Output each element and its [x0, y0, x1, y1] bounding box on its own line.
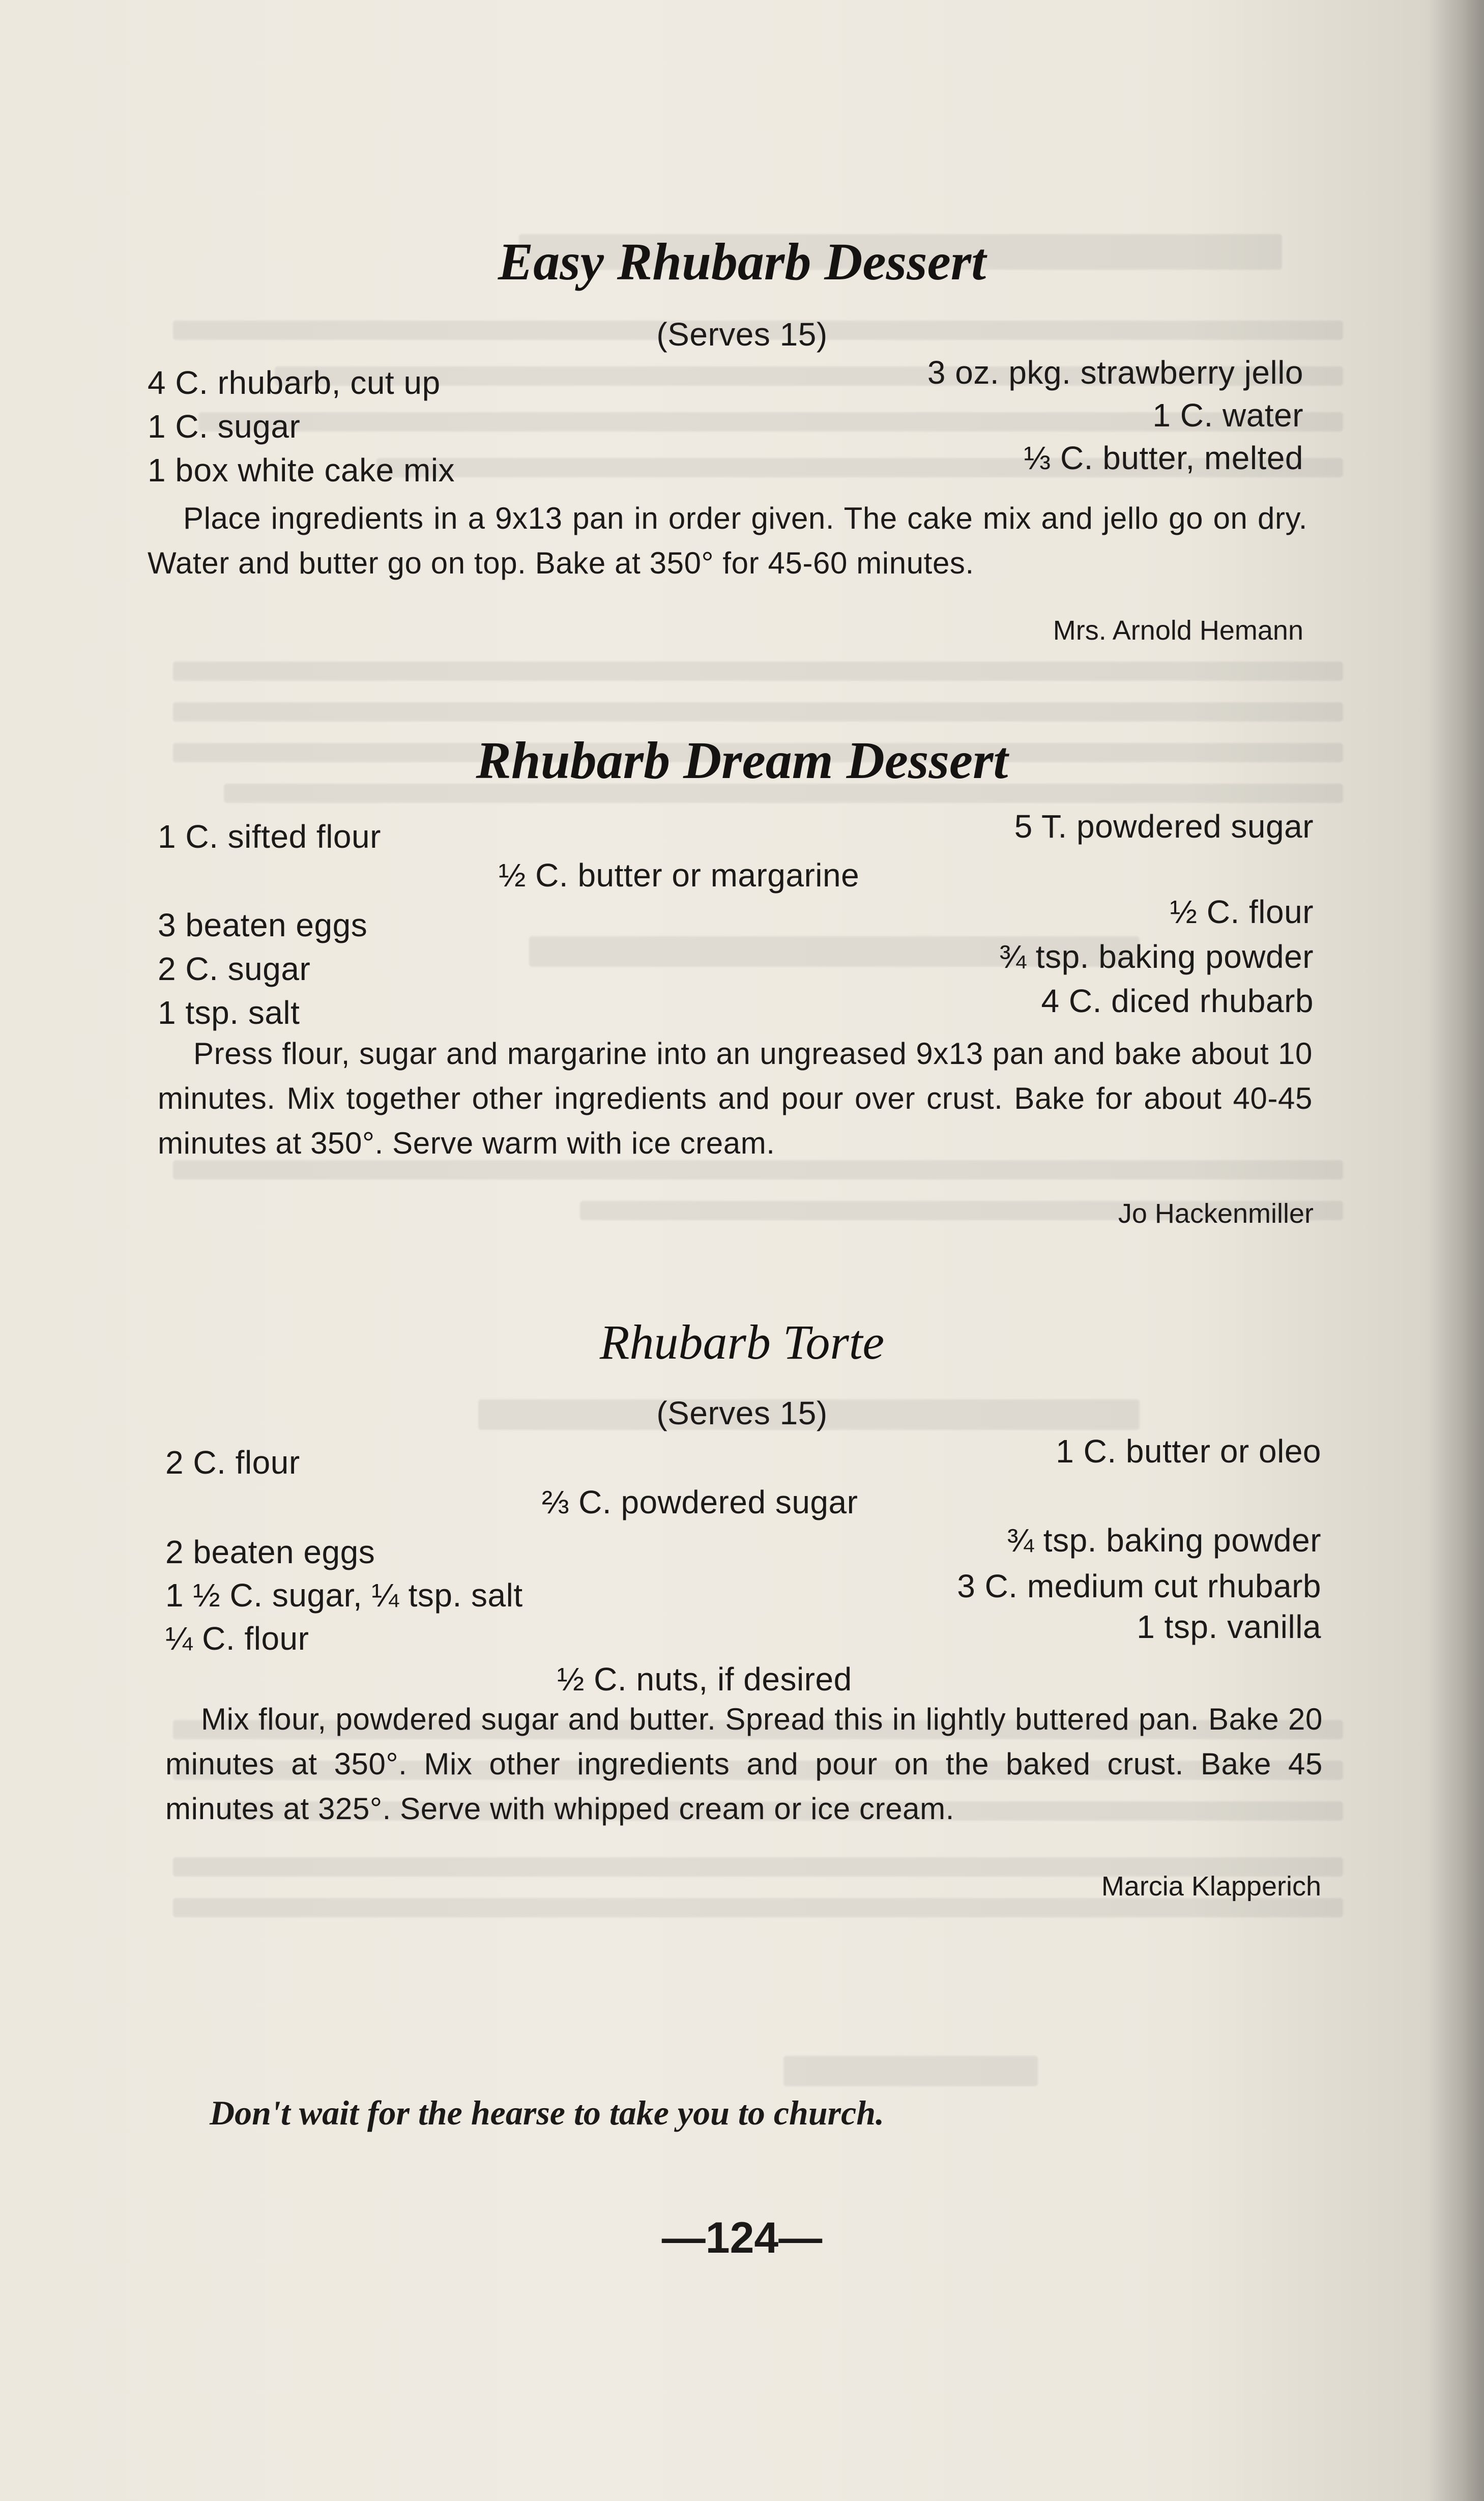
ingredient: 1 ½ C. sugar, ¼ tsp. salt	[165, 1577, 523, 1614]
ingredient: 5 T. powdered sugar	[1014, 808, 1314, 845]
directions-text: Mix flour, powdered sugar and butter. Spread this in lightly buttered pan. Bake 20 minutes at 350°. Mix other ingredients and pour on the baked crust. Bake 45 minutes at 325°. Serve with whipped cream or ice cream.	[165, 1702, 1323, 1826]
directions-text: Place ingredients in a 9x13 pan in order given. The cake mix and jello go on dry. Water and butter go on top. Bake at 350° for 45-60 minutes.	[148, 501, 1307, 580]
ingredient: 2 C. sugar	[158, 951, 311, 987]
ingredient: 1 C. water	[1152, 397, 1303, 434]
ingredient: 1 box white cake mix	[148, 452, 455, 488]
ingredient: 1 C. sifted flour	[158, 818, 381, 855]
recipe-credit: Jo Hackenmiller	[1118, 1198, 1314, 1229]
ingredient: 1 C. sugar	[148, 408, 301, 445]
recipe-directions	[148, 496, 1307, 586]
ingredient: 3 C. medium cut rhubarb	[957, 1568, 1321, 1604]
ingredient: ⅓ C. butter, melted	[1023, 440, 1303, 476]
ingredient: ½ C. nuts, if desired	[557, 1661, 852, 1698]
recipe-credit: Mrs. Arnold Hemann	[1053, 615, 1303, 646]
binding-shadow	[1428, 0, 1484, 2501]
recipe-title: Easy Rhubarb Dessert	[498, 233, 986, 291]
ingredient: 1 tsp. salt	[158, 994, 300, 1031]
ingredient: 3 beaten eggs	[158, 907, 368, 943]
ingredient: ⅔ C. powdered sugar	[542, 1484, 858, 1520]
ingredient: ¾ tsp. baking powder	[1006, 1522, 1321, 1559]
page-number: —124—	[661, 2213, 823, 2262]
recipe-credit: Marcia Klapperich	[1101, 1871, 1321, 1902]
ingredient: 4 C. rhubarb, cut up	[148, 364, 441, 401]
recipe-directions	[165, 1697, 1323, 1831]
ingredient: 1 C. butter or oleo	[1056, 1433, 1321, 1470]
footer-quote: Don't wait for the hearse to take you to church.	[210, 2093, 885, 2132]
ingredient: 2 beaten eggs	[165, 1534, 375, 1570]
ingredient: 3 oz. pkg. strawberry jello	[927, 354, 1303, 391]
serves-label: (Serves 15)	[656, 316, 828, 353]
ingredient: ½ C. flour	[1170, 894, 1314, 930]
recipe-title: Rhubarb Torte	[599, 1315, 885, 1369]
ingredient: ½ C. butter or margarine	[499, 857, 860, 894]
ingredient: ¼ C. flour	[165, 1620, 309, 1657]
recipe-title: Rhubarb Dream Dessert	[476, 731, 1008, 790]
serves-label: (Serves 15)	[656, 1395, 828, 1431]
ingredient: 1 tsp. vanilla	[1137, 1608, 1321, 1645]
ingredient: ¾ tsp. baking powder	[999, 938, 1314, 975]
ingredient: 4 C. diced rhubarb	[1041, 983, 1314, 1019]
recipe-directions	[158, 1031, 1313, 1166]
directions-text: Press flour, sugar and margarine into an ungreased 9x13 pan and bake about 10 minutes. Mix together other ingredients and pour over crust. Bake for about 40-45 minutes at 350°. Serve warm with ice cream.	[158, 1037, 1313, 1160]
ingredient: 2 C. flour	[165, 1444, 300, 1481]
